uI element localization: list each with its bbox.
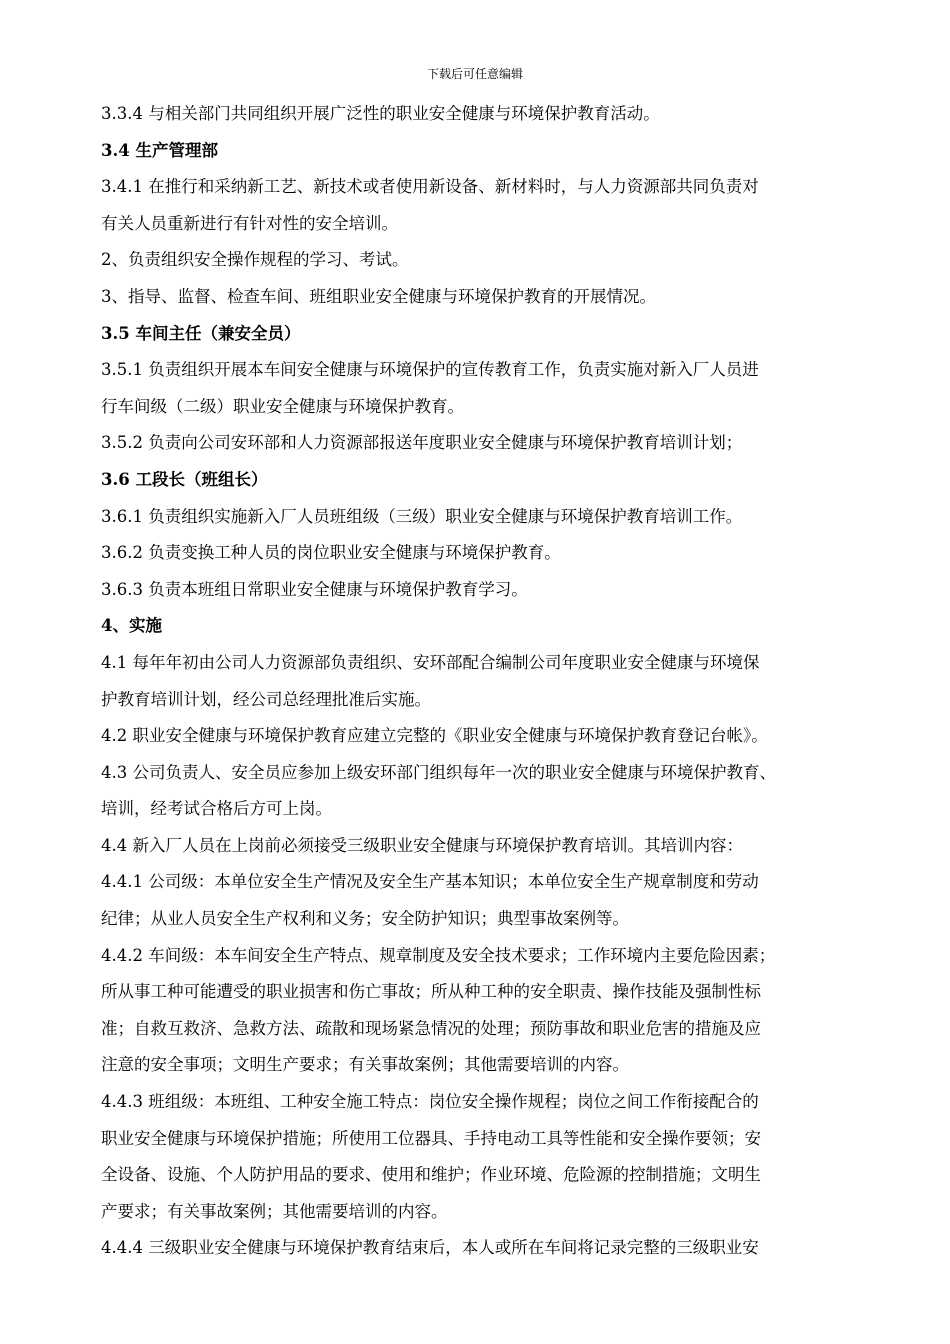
text-line: 3.3.4 与相关部门共同组织开展广泛性的职业安全健康与环境保护教育活动。 (101, 104, 660, 123)
page-header: 下载后可任意编辑 (426, 67, 523, 81)
text-line: 4.4.3 班组级：本班组、工种安全施工特点：岗位安全操作规程；岗位之间工作衔接配合的 (101, 1092, 759, 1112)
text-line: 准；自救互救济、急救方法、疏散和现场紧急情况的处理；预防事故和职业危害的措施及应 (101, 1018, 761, 1038)
section-heading: 3.4 生产管理部 (101, 140, 218, 160)
text-line: 4.2 职业安全健康与环境保护教育应建立完整的《职业安全健康与环境保护教育登记台帐》。 (101, 726, 768, 746)
text-line: 产要求；有关事故案例；其他需要培训的内容。 (101, 1201, 448, 1221)
text-line: 3、指导、监督、检查车间、班组职业安全健康与环境保护教育的开展情况。 (101, 286, 656, 306)
text-line: 3.6.2 负责变换工种人员的岗位职业安全健康与环境保护教育。 (101, 543, 561, 563)
text-line: 4.3 公司负责人、安全员应参加上级安环部门组织每年一次的职业安全健康与环境保护教育、 (101, 762, 776, 782)
text-line: 3.6.3 负责本班组日常职业安全健康与环境保护教育学习。 (101, 579, 528, 599)
text-line: 有关人员重新进行有针对性的安全培训。 (101, 213, 398, 233)
text-line: 4.1 每年年初由公司人力资源部负责组织、安环部配合编制公司年度职业安全健康与环境保 (101, 652, 760, 672)
text-line: 行车间级（二级）职业安全健康与环境保护教育。 (101, 396, 464, 416)
text-line: 4.4.4 三级职业安全健康与环境保护教育结束后，本人或所在车间将记录完整的三级职业安 (101, 1238, 759, 1258)
text-line: 3.6.1 负责组织实施新入厂人员班组级（三级）职业安全健康与环境保护教育培训工作。 (101, 506, 743, 526)
section-heading: 4、实施 (101, 616, 162, 636)
text-line: 全设备、设施、个人防护用品的要求、使用和维护；作业环境、危险源的控制措施；文明生 (101, 1165, 761, 1185)
text-line: 纪律；从业人员安全生产权利和义务；安全防护知识；典型事故案例等。 (101, 909, 629, 929)
section-heading: 3.5 车间主任（兼安全员） (101, 323, 301, 343)
text-line: 培训，经考试合格后方可上岗。 (101, 799, 332, 819)
text-line: 所从事工种可能遭受的职业损害和伤亡事故；所从种工种的安全职责、操作技能及强制性标 (101, 982, 761, 1002)
text-line: 职业安全健康与环境保护措施；所使用工位器具、手持电动工具等性能和安全操作要领；安 (101, 1128, 761, 1148)
text-line: 护教育培训计划，经公司总经理批准后实施。 (101, 689, 431, 709)
section-heading: 3.6 工段长（班组长） (101, 469, 268, 489)
text-line: 4.4.2 车间级：本车间安全生产特点、规章制度及安全技术要求；工作环境内主要危险因素； (101, 945, 776, 965)
text-line: 3.5.2 负责向公司安环部和人力资源部报送年度职业安全健康与环境保护教育培训计划； (101, 433, 743, 453)
text-line: 3.4.1 在推行和采纳新工艺、新技术或者使用新设备、新材料时，与人力资源部共同负责对 (101, 177, 759, 197)
document-body (101, 96, 881, 1267)
text-line: 4.4.1 公司级：本单位安全生产情况及安全生产基本知识；本单位安全生产规章制度和劳动 (101, 872, 759, 892)
text-line: 3.5.1 负责组织开展本车间安全健康与环境保护的宣传教育工作，负责实施对新入厂人员进 (101, 360, 759, 380)
text-line: 4.4 新入厂人员在上岗前必须接受三级职业安全健康与环境保护教育培训。其培训内容： (101, 835, 743, 855)
text-line: 2、负责组织安全操作规程的学习、考试。 (101, 250, 409, 270)
text-line: 注意的安全事项；文明生产要求；有关事故案例；其他需要培训的内容。 (101, 1055, 629, 1075)
